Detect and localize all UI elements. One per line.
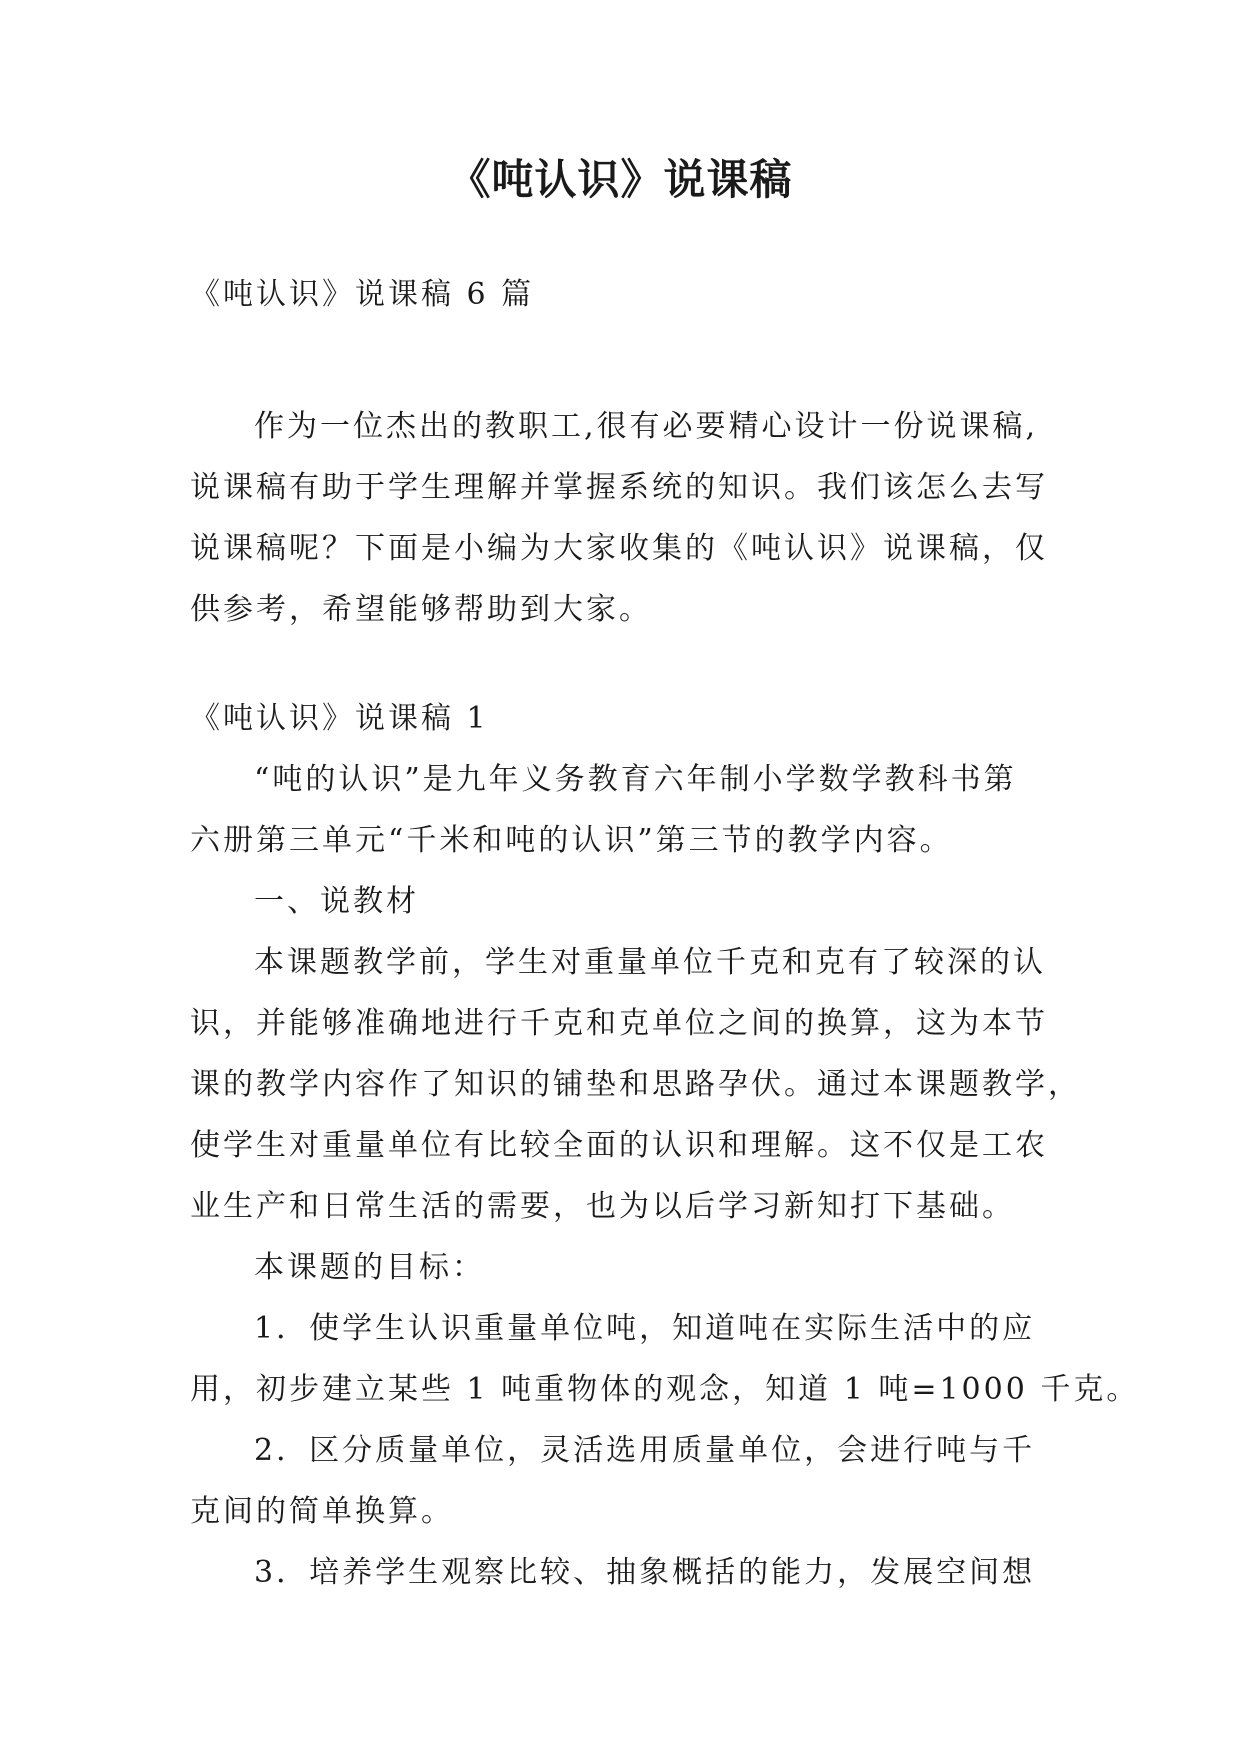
subtitle-block: [190, 264, 1070, 325]
body-line: 六册第三单元“千米和吨的认识”第三节的教学内容。: [190, 823, 953, 858]
intro-line: 供参考，希望能够帮助到大家。: [190, 592, 652, 627]
body-line: 用，初步建立某些 1 吨重物体的观念，知道 1 吨=1000 千克。: [190, 1372, 1140, 1407]
section-heading: 《吨认识》说课稿 1: [190, 701, 489, 736]
body-line: 3．培养学生观察比较、抽象概括的能力，发展空间想: [254, 1555, 1036, 1590]
intro-line: 说课稿有助于学生理解并掌握系统的知识。我们该怎么去写: [190, 470, 1048, 505]
body-line: 本课题的目标：: [254, 1250, 485, 1285]
intro-line: 作为一位杰出的教职工,很有必要精心设计一份说课稿,: [254, 409, 1039, 444]
body-text: [190, 749, 1140, 1603]
document-title: 《吨认识》说课稿: [448, 155, 793, 204]
body-line: 使学生对重量单位有比较全面的认识和理解。这不仅是工农: [190, 1128, 1048, 1163]
intro-paragraph: [190, 396, 1070, 640]
body-line: “吨的认识”是九年义务教育六年制小学数学教科书第: [254, 762, 1017, 797]
body-line: 克间的简单换算。: [190, 1494, 454, 1529]
intro-line: 说课稿呢？下面是小编为大家收集的《吨认识》说课稿，仅: [190, 531, 1048, 566]
body-line: 2．区分质量单位，灵活选用质量单位，会进行吨与千: [254, 1433, 1036, 1468]
body-line: 一、说教材: [254, 884, 419, 919]
document-subtitle: 《吨认识》说课稿 6 篇: [190, 277, 535, 312]
body-line: 本课题教学前，学生对重量单位千克和克有了较深的认: [254, 945, 1046, 980]
body-line: 课的教学内容作了知识的铺垫和思路孕伏。通过本课题教学，: [190, 1067, 1081, 1102]
section-heading-block: [190, 688, 1070, 749]
body-line: 业生产和日常生活的需要，也为以后学习新知打下基础。: [190, 1189, 1015, 1224]
body-line: 识，并能够准确地进行千克和克单位之间的换算，这为本节: [190, 1006, 1048, 1041]
body-line: 1．使学生认识重量单位吨，知道吨在实际生活中的应: [254, 1311, 1036, 1346]
